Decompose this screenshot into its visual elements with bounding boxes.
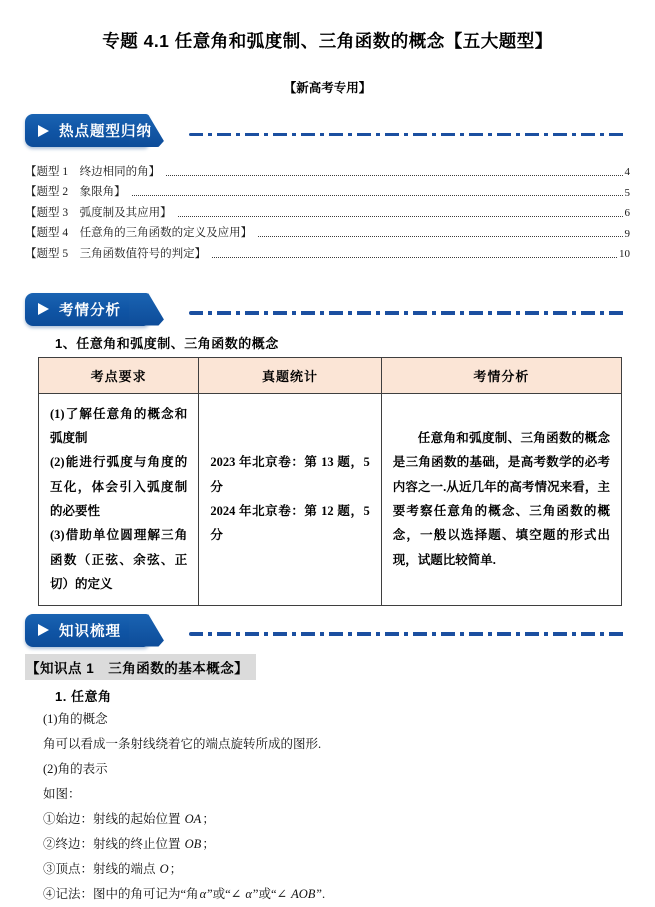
toc-leader-dots xyxy=(132,195,623,196)
play-triangle-icon xyxy=(38,303,49,315)
math-AOB: AOB xyxy=(291,886,316,901)
toc-item-label: 【题型 4 任意角的三角函数的定义及应用】 xyxy=(25,227,253,239)
toc-page-number: 10 xyxy=(619,248,630,260)
play-triangle-icon xyxy=(38,624,49,636)
table-body-row xyxy=(39,393,622,605)
requirement-item: (2)能进行弧度与角度的互化，体会引入弧度制的必要性 xyxy=(50,455,188,518)
requirements-cell xyxy=(39,393,199,605)
math-OB: OB xyxy=(184,836,202,851)
toc-item-label: 【题型 5 三角函数值符号的判定】 xyxy=(25,247,207,260)
page-subtitle: 【新高考专用】 xyxy=(283,81,372,95)
knowledge-line-angle-representation-title: (2)角的表示 xyxy=(43,761,108,776)
requirement-item: (1)了解任意角的概念和弧度制 xyxy=(50,406,188,445)
knowledge-line-as-figure: 如图： xyxy=(43,786,81,801)
requirement-item: (3)借助单位圆理解三角函数（正弦、余弦、正切）的定义 xyxy=(50,528,188,592)
table-header-analysis: 考情分析 xyxy=(381,357,621,393)
toc-item[interactable] xyxy=(25,158,630,179)
stats-cell xyxy=(199,393,381,605)
knowledge-line-angle-concept-text: 角可以看成一条射线绕着它的端点旋转所成的图形. xyxy=(43,736,322,751)
banner-hot-topics-label: 热点题型归纳 xyxy=(59,124,152,140)
knowledge-point-heading: 【知识点 1 三角函数的基本概念】 xyxy=(25,654,256,680)
stat-item: 2024 年北京卷：第 12 题，5 分 xyxy=(210,504,370,543)
stat-item: 2023 年北京卷：第 13 题，5 分 xyxy=(210,455,370,494)
toc-leader-dots xyxy=(178,216,623,217)
math-O: O xyxy=(159,861,169,876)
banner-hot-topics xyxy=(25,114,165,147)
banner-hot-topics-row xyxy=(25,113,630,147)
toc-page-number: 4 xyxy=(624,166,630,178)
exam-analysis-table xyxy=(38,357,622,606)
knowledge-item-notation: ④记法：图中的角可记为“角α”或“∠ α”或“∠ AOB”. xyxy=(43,886,326,901)
analysis-cell xyxy=(381,393,621,605)
toc-item-label: 【题型 3 弧度制及其应用】 xyxy=(25,206,172,219)
toc-item-label: 【题型 1 终边相同的角】 xyxy=(25,165,161,178)
page-title: 专题 4.1 任意角和弧度制、三角函数的概念【五大题型】 xyxy=(102,31,553,51)
analysis-text: 任意角和弧度制、三角函数的概念是三角函数的基础，是高考数学的必考内容之一.从近几年的高考情况来看，主要考察任意角的概念、三角函数的概念，一般以选择题、填空题的形式出现，试题比较简单. xyxy=(392,430,610,567)
banner-knowledge-row xyxy=(25,613,630,647)
exam-subheading: 1、任意角和弧度制、三角函数的概念 xyxy=(55,335,279,351)
dash-dot-separator xyxy=(189,133,627,137)
table-of-contents xyxy=(25,158,630,261)
table-header-row xyxy=(39,357,622,393)
toc-item[interactable] xyxy=(25,220,630,241)
table-header-stats: 真题统计 xyxy=(199,357,381,393)
banner-exam-analysis xyxy=(25,293,165,326)
table-header-requirements: 考点要求 xyxy=(39,357,199,393)
banner-exam-analysis-label: 考情分析 xyxy=(59,302,121,319)
toc-leader-dots xyxy=(258,236,622,237)
knowledge-sub-heading: 1. 任意角 xyxy=(55,688,112,704)
math-alpha: α xyxy=(199,886,207,901)
knowledge-item-vertex: ③顶点：射线的端点 O； xyxy=(43,861,183,876)
banner-knowledge xyxy=(25,614,165,647)
toc-item[interactable] xyxy=(25,240,630,261)
dash-dot-separator xyxy=(189,632,627,636)
dash-dot-separator xyxy=(189,311,627,315)
knowledge-item-terminal-side: ②终边：射线的终止位置 OB； xyxy=(43,836,215,851)
toc-item[interactable] xyxy=(25,199,630,220)
toc-item-label: 【题型 2 象限角】 xyxy=(25,186,126,198)
toc-item[interactable] xyxy=(25,179,630,200)
toc-page-number: 5 xyxy=(624,186,630,199)
toc-page-number: 6 xyxy=(624,207,630,219)
toc-leader-dots xyxy=(212,257,617,258)
banner-exam-analysis-row xyxy=(25,292,630,326)
toc-page-number: 9 xyxy=(624,227,630,240)
toc-leader-dots xyxy=(166,175,622,176)
play-triangle-icon xyxy=(38,125,49,137)
knowledge-item-initial-side: ①始边：射线的起始位置 OA； xyxy=(43,811,215,826)
math-alpha: α xyxy=(245,886,252,901)
banner-knowledge-label: 知识梳理 xyxy=(59,623,121,640)
math-OA: OA xyxy=(184,811,202,826)
knowledge-line-angle-concept-title: (1)角的概念 xyxy=(43,711,108,726)
